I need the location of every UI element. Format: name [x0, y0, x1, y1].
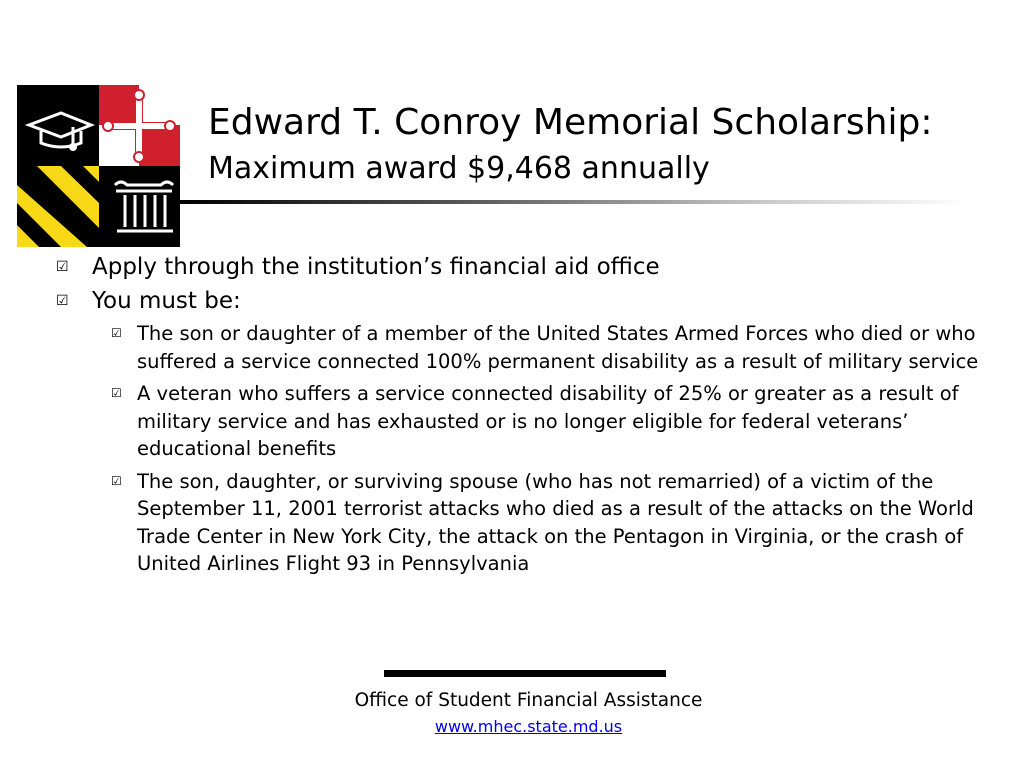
slide-title: Edward T. Conroy Memorial Scholarship: [208, 102, 933, 143]
checkbox-bullet-icon: ☑ [56, 259, 69, 275]
checkbox-bullet-icon: ☑ [111, 386, 122, 400]
bullet-item [52, 252, 1002, 282]
footer-link-container [0, 716, 1024, 738]
bullet-text: Apply through the institution’s financial aid office [92, 254, 660, 280]
sub-bullet-text: The son or daughter of a member of the United States Armed Forces who died or who suffered a service connected 100% permanent disability as a result of military service [137, 322, 979, 373]
footer-office-name: Office of Student Financial Assistance [354, 690, 703, 711]
mhec-logo [17, 85, 180, 247]
checkbox-bullet-icon: ☑ [56, 293, 69, 309]
sub-bullet-text: A veteran who suffers a service connected disability of 25% or greater as a result of military service and has exhausted or is no longer eligible for federal veterans’ educational benefits [137, 382, 959, 460]
bullet-text: You must be: [92, 288, 241, 314]
bullet-list [52, 252, 1002, 583]
title-divider [180, 200, 970, 204]
website-link[interactable]: www.mhec.state.md.us [434, 717, 623, 736]
sub-bullet-item [97, 320, 992, 375]
sub-bullet-item [97, 468, 992, 578]
slide-subtitle: Maximum award $9,468 annually [208, 151, 710, 186]
sub-bullet-text: The son, daughter, or surviving spouse (who has not remarried) of a victim of the September 11, 2001 terrorist attacks who died as a result of the attacks on the World Trade Center in New York City, the attack on the Pentagon in Virginia, or the crash of United Airlines Flight 93 in Pennsylvania [137, 469, 974, 575]
checkbox-bullet-icon: ☑ [111, 473, 122, 488]
bullet-item [52, 286, 1002, 316]
checkbox-bullet-icon: ☑ [111, 326, 122, 340]
footer-divider [384, 670, 666, 677]
sub-bullet-item [97, 380, 992, 463]
